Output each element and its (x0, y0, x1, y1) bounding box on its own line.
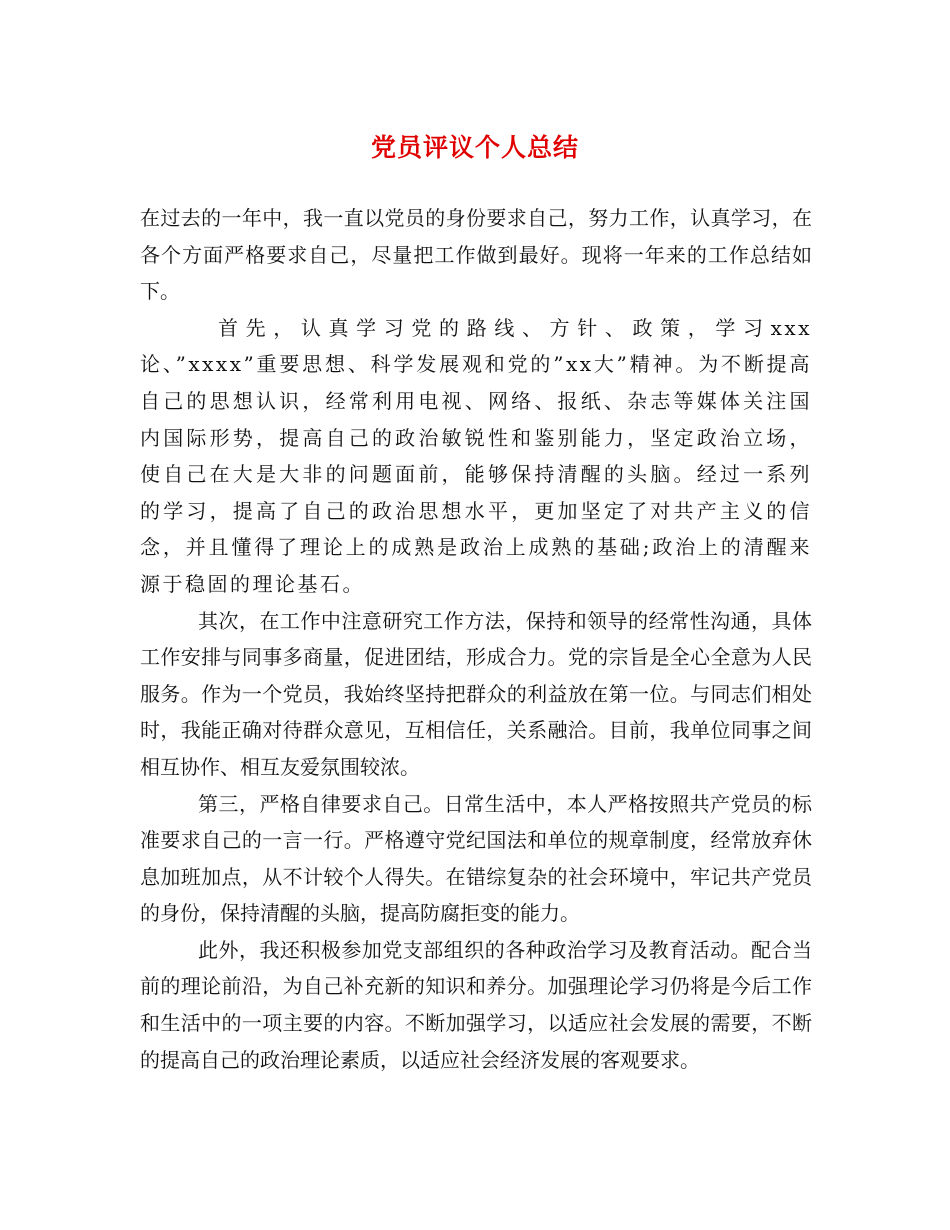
paragraph-first: 首先，认真学习党的路线、方针、政策，学习xxx论、”xxxx”重要思想、科学发展观和党的”xx大”精神。为不断提高自己的思想认识，经常利用电视、网络、报纸、杂志等媒体关注国内国际形势，提高自己的政治敏锐性和鉴别能力，坚定政治立场，使自己在大是大非的问题面前，能够保持清醒的头脑。经过一系列的学习，提高了自己的政治思想水平，更加坚定了对共产主义的信念，并且懂得了理论上的成熟是政治上成熟的基础;政治上的清醒来源于稳固的理论基石。 (140, 315, 812, 596)
paragraph-third: 第三，严格自律要求自己。日常生活中，本人严格按照共产党员的标准要求自己的一言一行。严格遵守党纪国法和单位的规章制度，经常放弃休息加班加点，从不计较个人得失。在错综复杂的社会环境中，牢记共产党员的身份，保持清醒的头脑，提高防腐拒变的能力。 (140, 791, 812, 926)
document-body (140, 200, 812, 1078)
document-title: 党员评议个人总结 (370, 133, 579, 162)
paragraph-additional: 此外，我还积极参加党支部组织的各种政治学习及教育活动。配合当前的理论前沿，为自己补充新的知识和养分。加强理论学习仍将是今后工作和生活中的一项主要的内容。不断加强学习，以适应社会发展的需要，不断的提高自己的政治理论素质，以适应社会经济发展的客观要求。 (140, 937, 812, 1072)
paragraph-intro: 在过去的一年中，我一直以党员的身份要求自己，努力工作，认真学习，在各个方面严格要求自己，尽量把工作做到最好。现将一年来的工作总结如下。 (140, 206, 812, 304)
paragraph-second: 其次，在工作中注意研究工作方法，保持和领导的经常性沟通，具体工作安排与同事多商量，促进团结，形成合力。党的宗旨是全心全意为人民服务。作为一个党员，我始终坚持把群众的利益放在第一位。与同志们相处时，我能正确对待群众意见，互相信任，关系融洽。目前，我单位同事之间相互协作、相互友爱氛围较浓。 (140, 608, 812, 779)
